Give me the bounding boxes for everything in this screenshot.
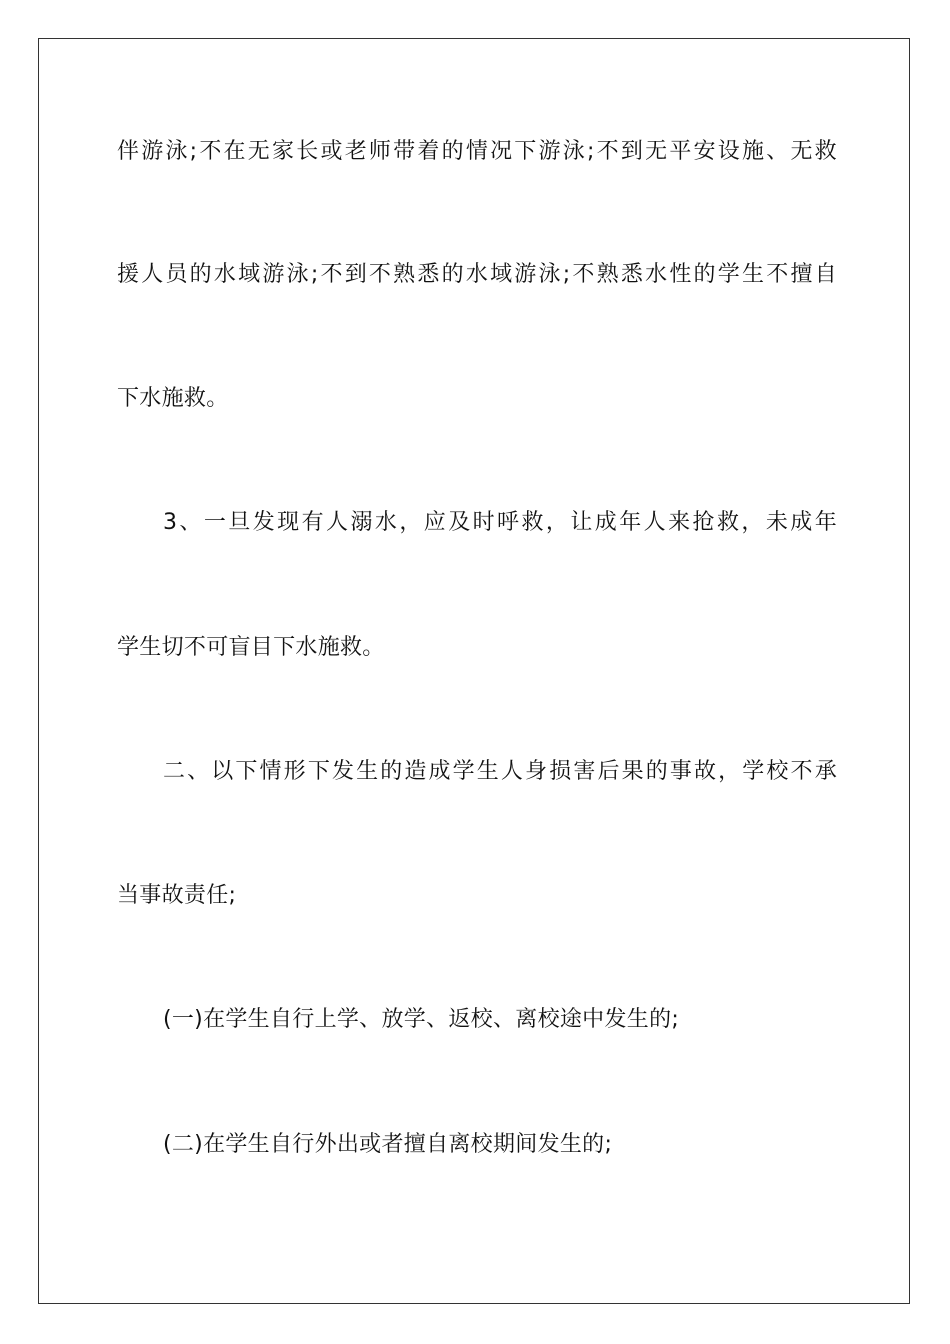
body-text-line-5: 学生切不可盲目下水施救。 xyxy=(117,635,385,660)
body-text-line-2: 援人员的水域游泳;不到不熟悉的水域游泳;不熟悉水性的学生不擅自 xyxy=(117,262,837,287)
body-text-line-8: (一)在学生自行上学、放学、返校、离校途中发生的; xyxy=(163,1007,680,1032)
page-frame xyxy=(38,38,910,1304)
body-text-line-9: (二)在学生自行外出或者擅自离校期间发生的; xyxy=(163,1132,613,1157)
body-text-line-1: 伴游泳;不在无家长或老师带着的情况下游泳;不到无平安设施、无救 xyxy=(117,139,837,164)
body-text-line-3: 下水施救。 xyxy=(117,386,229,411)
body-text-line-6: 二、以下情形下发生的造成学生人身损害后果的事故，学校不承 xyxy=(163,759,837,784)
body-text-line-4: 3、一旦发现有人溺水，应及时呼救，让成年人来抢救，未成年 xyxy=(163,510,837,535)
body-text-line-7: 当事故责任; xyxy=(117,883,237,908)
